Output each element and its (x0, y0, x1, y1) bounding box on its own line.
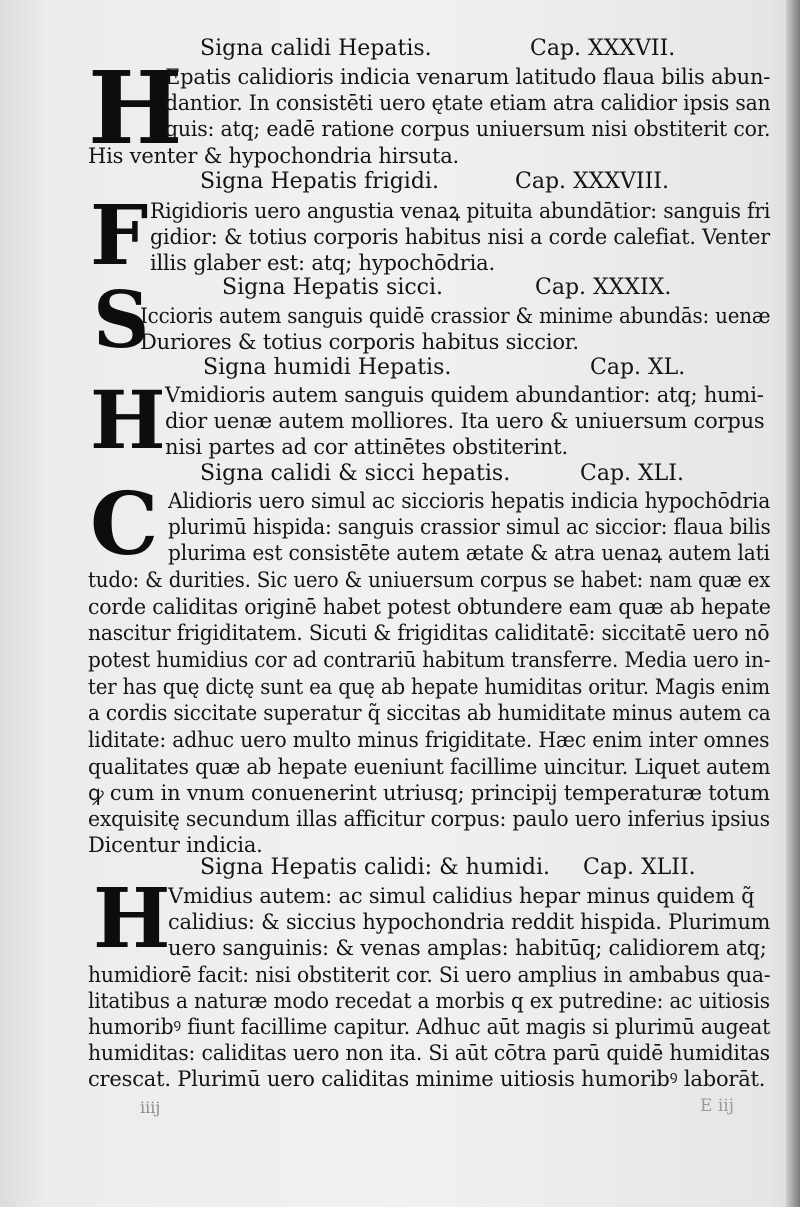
chapter-number: Cap. XXXVIII. (515, 169, 669, 194)
text-line: humidiorē facit: nisi obstiterit cor. Si uero amplius in ambabus qua- (88, 963, 771, 987)
chapter-number: Cap. XLI. (580, 461, 684, 486)
drop-cap-initial: H (90, 373, 166, 467)
text-line: humoribꝰ fiunt facillime capitur. Adhuc aūt magis si plurimū augeat (88, 1015, 771, 1039)
text-line: corde caliditas originē habet potest obtundere eam quæ ab hepate (88, 595, 771, 619)
text-line: tudo: & durities. Sic uero & uniuersum corpus se habet: nam quæ ex (88, 568, 771, 592)
drop-cap-initial: S (93, 275, 150, 366)
chapter-number: Cap. XL. (590, 355, 686, 380)
text-line: nisi partes ad cor attinētes obstiterint. (165, 435, 568, 459)
chapter-number: Cap. XXXVII. (530, 36, 676, 61)
text-line: crescat. Plurimū uero caliditas minime uitiosis humoribꝰ laborāt. (88, 1067, 766, 1091)
text-line: litatibus a naturæ modo recedat a morbis q ex putredine: ac uitiosis (88, 989, 770, 1013)
text-line: guis: atq; eadē ratione corpus uniuersum nisi obstiterit cor. (165, 117, 771, 141)
chapter-number: Cap. XLII. (583, 855, 696, 880)
section-heading: Signa Hepatis sicci. (222, 275, 444, 300)
section-heading: Signa humidi Hepatis. (203, 355, 452, 380)
text-line: Rigidioris uero angustia venaꝝ pituita abundātior: sanguis fri (150, 199, 771, 223)
text-line: humiditas: caliditas uero non ita. Si aūt cōtra parū quidē humiditas (88, 1041, 770, 1065)
signature-mark: E iij (700, 1096, 734, 1116)
text-line: calidius: & siccius hypochondria reddit hispida. Plurimum (168, 910, 771, 934)
text-line: Vmidius autem: ac simul calidius hepar minus quidem q̃ (168, 884, 755, 908)
text-line: exquisitę secundum illas afficitur corpus: paulo uero inferius ipsius (88, 807, 770, 831)
text-line: a cordis siccitate superatur q̃ siccitas ab humiditate minus autem ca (88, 701, 771, 725)
drop-cap-initial: H (93, 871, 171, 967)
text-line: Iccioris autem sanguis quidē crassior & minime abundās: uenæ (140, 304, 771, 328)
section-heading: Signa calidi & sicci hepatis. (200, 461, 511, 486)
text-line: uero sanguinis: & venas amplas: habitūq; calidiorem atq; (168, 936, 767, 960)
text-line: plurima est consistēte autem ætate & atra uenaꝝ autem lati (168, 541, 770, 565)
text-line: His venter & hypochondria hirsuta. (88, 144, 459, 168)
text-line: dior uenæ autem molliores. Ita uero & uniuersum corpus (165, 409, 765, 433)
drop-cap-initial: F (90, 188, 149, 284)
text-line: plurimū hispida: sanguis crassior simul ac siccior: flaua bilis (168, 515, 771, 539)
text-line: liditate: adhuc uero multo minus frigiditate. Hæc enim inter omnes (88, 728, 770, 752)
chapter-number: Cap. XXXIX. (535, 275, 672, 300)
text-line: Duriores & totius corporis habitus siccior. (140, 330, 579, 354)
text-line: dantior. In consistēti uero ętate etiam atra calidior ipsis san (165, 91, 771, 115)
page-edge-shadow (786, 0, 800, 1207)
section-heading: Signa Hepatis calidi: & humidi. (200, 855, 550, 880)
section-heading: Signa calidi Hepatis. (200, 36, 432, 61)
text-line: illis glaber est: atq; hypochōdria. (150, 251, 495, 275)
text-line: qualitates quæ ab hepate eueniunt facillime uincitur. Liquet autem (88, 755, 771, 779)
text-line: Alidioris uero simul ac siccioris hepatis indicia hypochōdria (168, 489, 771, 513)
text-line: potest humidius cor ad contrariū habitum transferre. Media uero in- (88, 648, 771, 672)
folio-mark: iiij (140, 1098, 161, 1117)
text-line: ter has quę dictę sunt ea quę ab hepate humiditas oritur. Magis enim (88, 675, 770, 699)
section-heading: Signa Hepatis frigidi. (200, 169, 439, 194)
text-line: Epatis calidioris indicia venarum latitudo flaua bilis abun- (165, 65, 771, 89)
text-line: ꝙ cum in vnum conuenerint utriusq; principij temperaturæ totum (88, 781, 770, 805)
text-line: gidior: & totius corporis habitus nisi a corde calefiat. Venter (150, 225, 770, 249)
drop-cap-initial: C (90, 474, 159, 575)
drop-cap-initial: H (88, 49, 183, 167)
text-line: Vmidioris autem sanguis quidem abundantior: atq; humi- (165, 383, 764, 407)
text-line: nascitur frigiditatem. Sicuti & frigiditas caliditatē: siccitatē uero nō (88, 621, 770, 645)
text-line: Dicentur indicia. (88, 833, 263, 857)
